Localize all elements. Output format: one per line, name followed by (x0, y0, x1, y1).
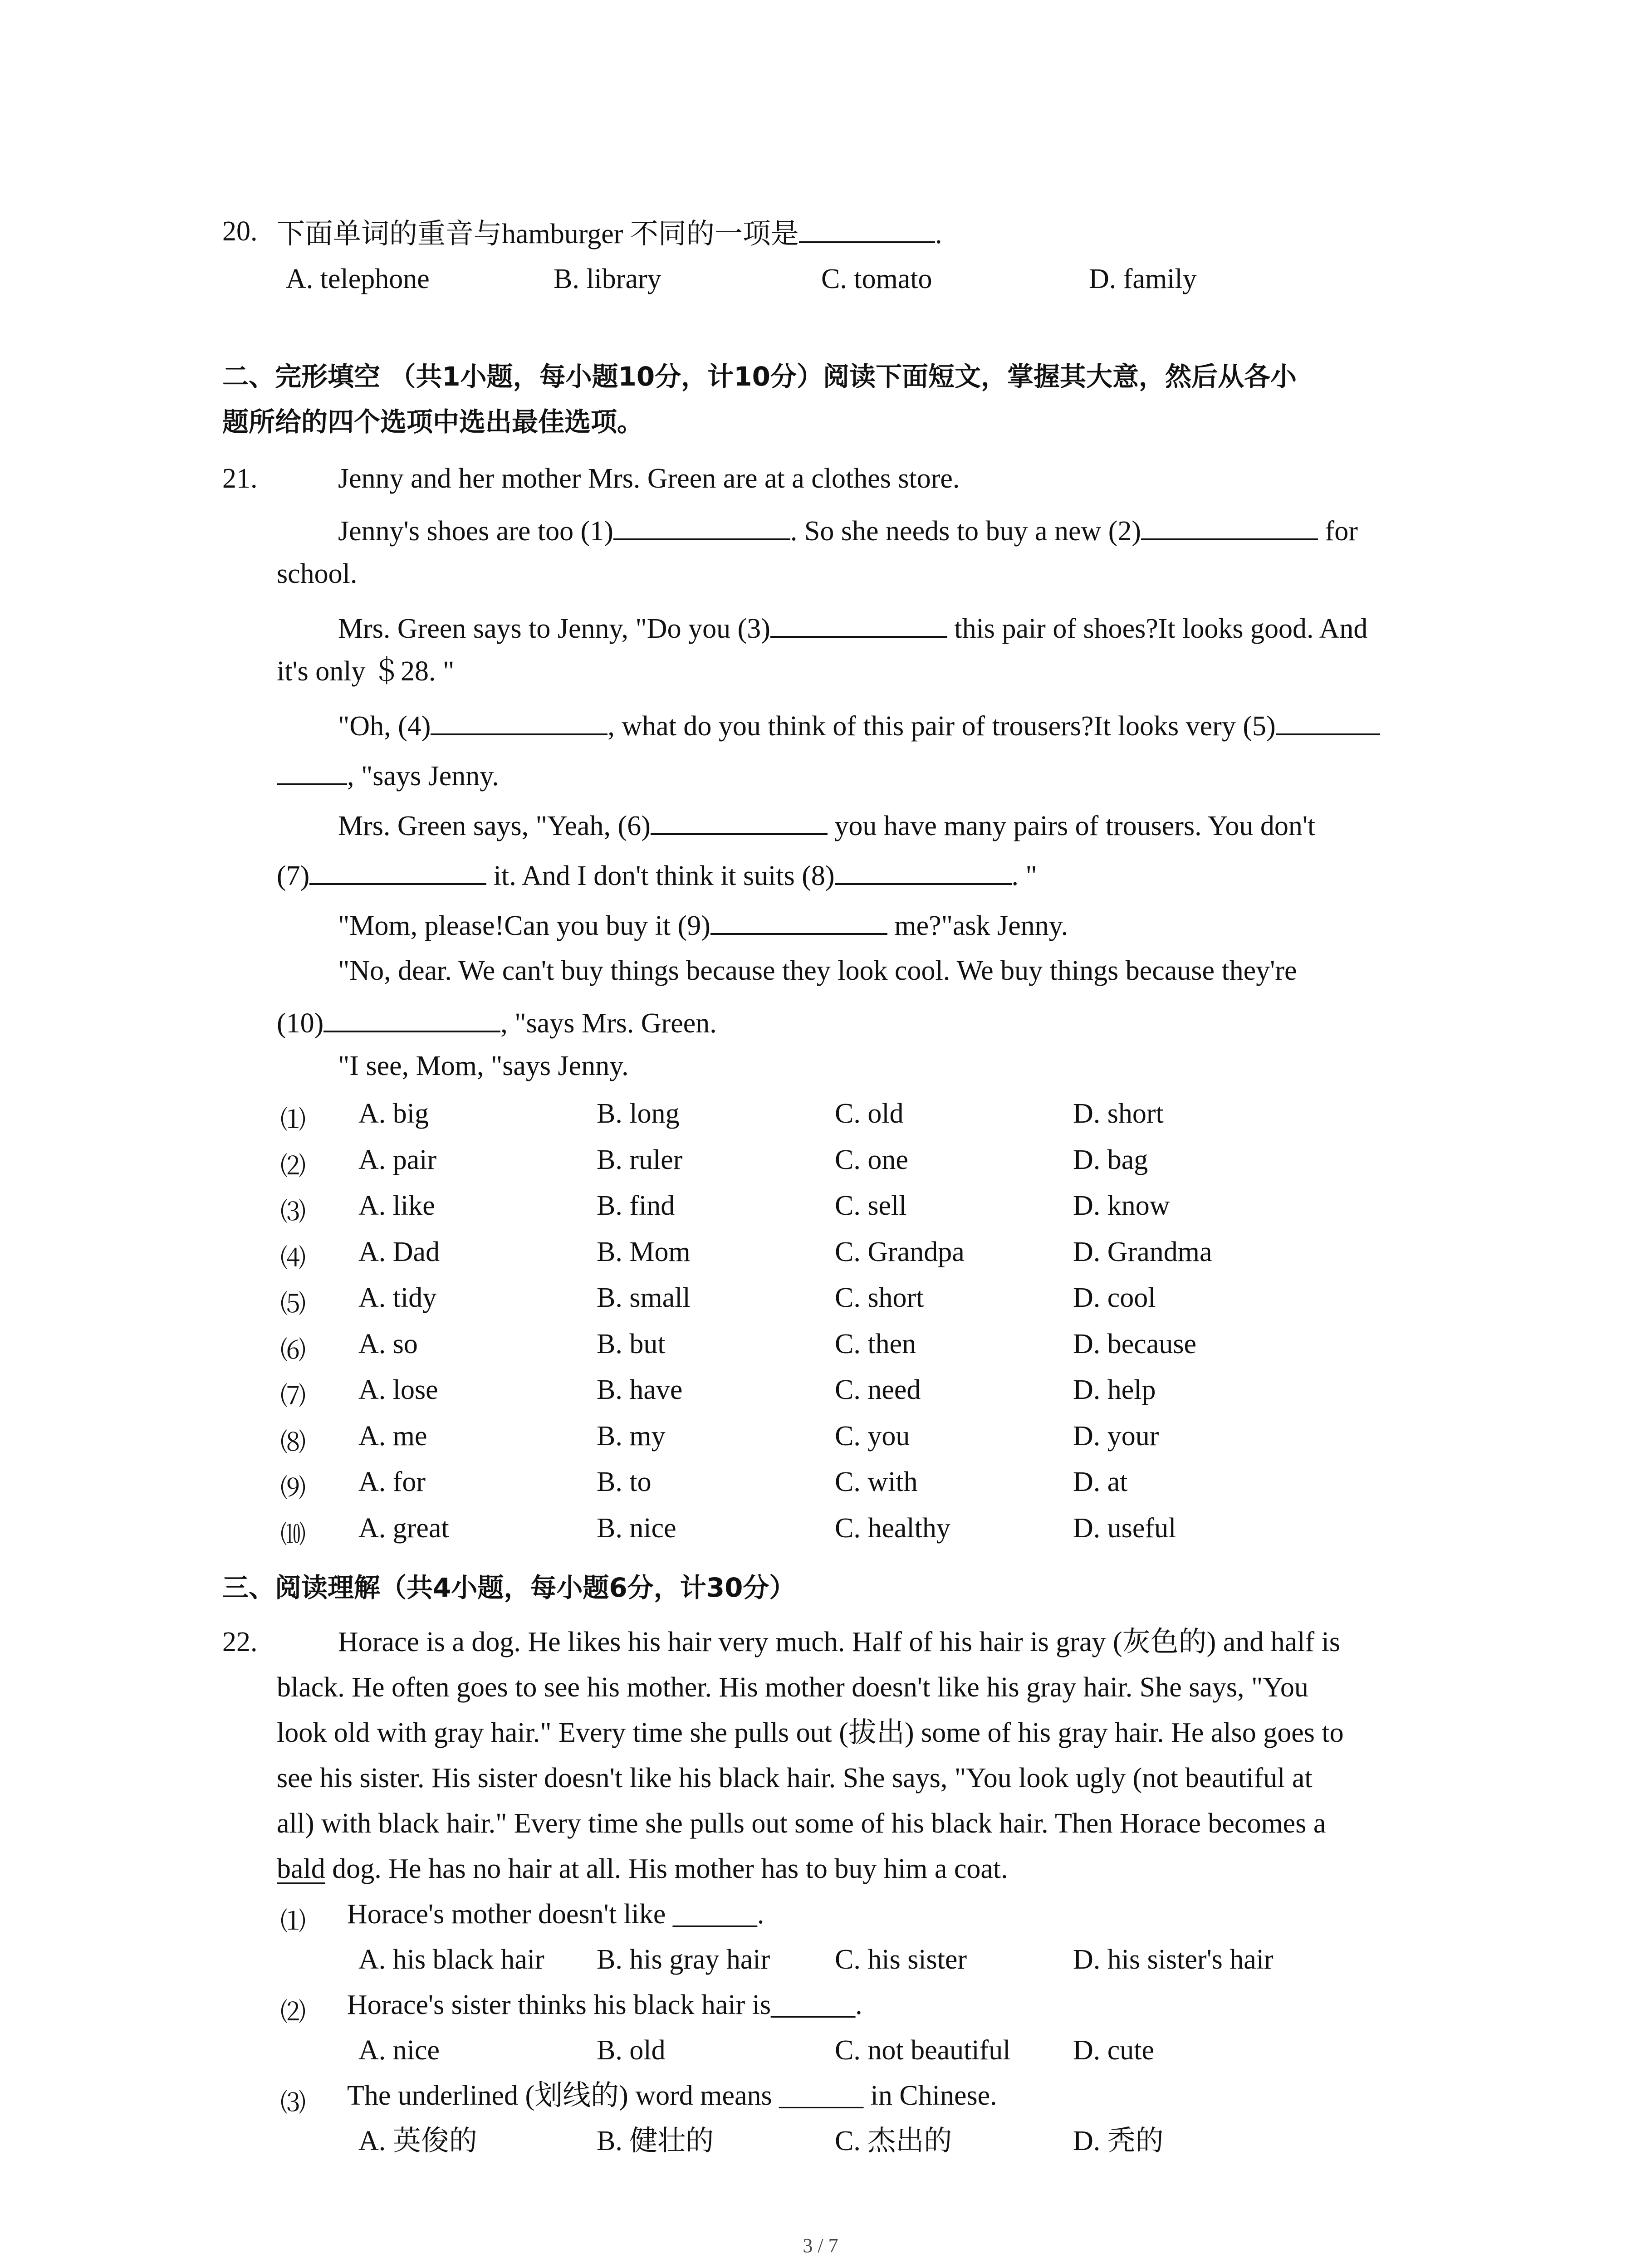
underlined-word-bald: bald (277, 1853, 325, 1884)
q21-choice-number: ⑶ (280, 1198, 306, 1227)
q22-sub3-option-b: B. 健壮的 (597, 2126, 714, 2156)
q22-sub2-option-b: B. old (597, 2035, 666, 2066)
q21-line-10-b: me?"ask Jenny. (887, 910, 1068, 941)
q21-choice-number: ⑺ (280, 1383, 306, 1411)
q21-choice-number: ⑻ (280, 1429, 306, 1457)
q21-line-2-b: . So she needs to buy a new (2) (790, 516, 1141, 547)
q20-option-b: B. library (554, 264, 661, 294)
q22-sub3-stem-text: The underlined (划线的) word means (347, 2080, 779, 2111)
q21-choice-option-a: A. me (358, 1421, 427, 1452)
q21-line-2 (338, 510, 1358, 547)
q21-choice-option-b: B. have (597, 1374, 683, 1405)
q21-line-10 (338, 905, 1068, 941)
q22-sub2-end: . (855, 1989, 862, 2020)
q22-sub1-number: ⑴ (280, 1908, 306, 1936)
q20-blank (799, 213, 935, 243)
q21-line-3: school. (277, 558, 358, 589)
q21-line-9-c: . " (1011, 860, 1037, 891)
q21-choice-option-a: A. lose (358, 1374, 438, 1405)
q21-choice-option-b: B. to (597, 1466, 652, 1497)
blank-2 (1141, 510, 1318, 540)
q21-choice-option-a: A. tidy (358, 1282, 437, 1313)
q21-line-9-b: it. And I don't think it suits (8) (486, 860, 835, 891)
q22-line-5: all) with black hair." Every time she pulls out some of his black hair. Then Horace becomes a (277, 1808, 1326, 1839)
q21-choice-option-d: D. know (1073, 1190, 1170, 1221)
q21-line-4-b: this pair of shoes?It looks good. And (947, 613, 1368, 644)
q21-line-5: it's only ＄28. " (277, 656, 455, 687)
q21-choice-option-b: B. find (597, 1190, 675, 1221)
q21-line-1: Jenny and her mother Mrs. Green are at a clothes store. (338, 463, 960, 494)
q21-choice-option-b: B. long (597, 1098, 680, 1129)
q22-sub1-option-c: C. his sister (835, 1944, 967, 1975)
q22-sub1-option-a: A. his black hair (358, 1944, 544, 1975)
section3-heading: 三、阅读理解（共4小题，每小题6分，计30分） (222, 1572, 796, 1603)
q20-option-a: A. telephone (286, 264, 430, 294)
q21-choice-option-c: C. then (835, 1329, 916, 1359)
blank-9 (710, 905, 887, 935)
q21-line-7 (277, 755, 499, 792)
q22-sub3-end: in Chinese. (863, 2080, 997, 2111)
q21-choice-number: ⑼ (280, 1475, 306, 1503)
q22-sub2-option-a: A. nice (358, 2035, 440, 2066)
q20-option-c: C. tomato (821, 264, 932, 294)
q22-sub1-option-d: D. his sister's hair (1073, 1944, 1274, 1975)
q21-choice-option-b: B. but (597, 1329, 666, 1359)
q21-line-8-a: Mrs. Green says, "Yeah, (6) (338, 811, 651, 841)
section2-heading-line1: 二、完形填空 （共1小题，每小题10分，计10分）阅读下面短文，掌握其大意，然后从各小 (222, 361, 1297, 392)
q21-choice-option-d: D. cool (1073, 1282, 1156, 1313)
q21-choice-option-c: C. healthy (835, 1513, 950, 1544)
q21-choice-option-a: A. so (358, 1329, 418, 1359)
q22-sub2-option-c: C. not beautiful (835, 2035, 1011, 2066)
q22-sub1-stem-text: Horace's mother doesn't like (347, 1899, 673, 1930)
q22-number: 22. (222, 1627, 258, 1657)
blank-7 (309, 855, 486, 885)
blank-1 (613, 510, 790, 540)
q21-number: 21. (222, 463, 258, 494)
q21-choice-option-d: D. Grandma (1073, 1237, 1212, 1267)
q22-sub2-blank: ______ (771, 1989, 856, 2020)
q21-choice-option-c: C. one (835, 1144, 908, 1175)
q21-choice-option-b: B. small (597, 1282, 691, 1313)
q21-line-12 (277, 1002, 717, 1039)
q20-number: 20. (222, 216, 258, 247)
q21-line-6 (338, 705, 1380, 742)
q21-choice-option-b: B. my (597, 1421, 666, 1452)
q20-stem-end: . (935, 219, 942, 249)
q21-choice-option-d: D. bag (1073, 1144, 1148, 1175)
q21-line-8-b: you have many pairs of trousers. You don't (827, 811, 1316, 841)
q21-line-9 (277, 855, 1037, 891)
q21-choice-number: ⑷ (280, 1245, 306, 1273)
q21-choice-option-b: B. nice (597, 1513, 676, 1544)
q21-choice-option-c: C. you (835, 1421, 910, 1452)
q21-line-12-b: , "says Mrs. Green. (500, 1008, 717, 1039)
q22-line-2: black. He often goes to see his mother. His mother doesn't like his gray hair. She says, "You (277, 1672, 1308, 1703)
q22-sub2-option-d: D. cute (1073, 2035, 1155, 2066)
q21-choice-option-a: A. great (358, 1513, 449, 1544)
q21-line-6-a: "Oh, (4) (338, 711, 431, 742)
q21-choice-option-a: A. Dad (358, 1237, 440, 1267)
q22-line-6-rest: dog. He has no hair at all. His mother has to buy him a coat. (325, 1853, 1008, 1884)
q22-sub3-number: ⑶ (280, 2089, 306, 2117)
q21-choice-number: ⑵ (280, 1153, 306, 1181)
q21-choice-number: ⑸ (280, 1290, 306, 1319)
q22-sub2-stem-text: Horace's sister thinks his black hair is (347, 1989, 771, 2020)
q20-option-d: D. family (1089, 264, 1197, 294)
q21-line-13: "I see, Mom, "says Jenny. (338, 1051, 629, 1081)
q21-choice-number: ⑴ (280, 1106, 306, 1134)
q21-choice-option-c: C. sell (835, 1190, 907, 1221)
blank-6 (651, 805, 828, 835)
q20-stem (277, 213, 942, 249)
q21-line-8 (338, 805, 1315, 841)
section2-heading-line2: 题所给的四个选项中选出最佳选项。 (222, 406, 644, 437)
q21-line-10-a: "Mom, please!Can you buy it (9) (338, 910, 710, 941)
q21-choice-option-d: D. useful (1073, 1513, 1176, 1544)
q21-line-6-b: , what do you think of this pair of trousers?It looks very (5) (607, 711, 1276, 742)
q21-choice-option-a: A. pair (358, 1144, 437, 1175)
blank-10 (323, 1002, 500, 1032)
q21-choice-option-a: A. for (358, 1466, 426, 1497)
q21-choice-option-c: C. need (835, 1374, 921, 1405)
q22-line-6 (277, 1851, 1008, 1887)
q21-choice-option-d: D. because (1073, 1329, 1196, 1359)
blank-4 (431, 705, 607, 735)
q21-line-4-a: Mrs. Green says to Jenny, "Do you (3) (338, 613, 770, 644)
q22-sub1-stem (347, 1896, 764, 1932)
q21-line-12-a: (10) (277, 1008, 324, 1039)
q22-line-4: see his sister. His sister doesn't like his black hair. She says, "You look ugly (not beautiful at (277, 1763, 1313, 1794)
q22-sub3-blank: ______ (779, 2080, 864, 2111)
q22-sub2-stem (347, 1987, 862, 2023)
q21-choice-option-d: D. short (1073, 1098, 1164, 1129)
q22-sub2-number: ⑵ (280, 1999, 306, 2027)
blank-5-part2 (277, 755, 347, 785)
blank-3 (770, 608, 947, 638)
blank-8 (835, 855, 1012, 885)
q21-choice-option-b: B. ruler (597, 1144, 683, 1175)
blank-5-part1 (1276, 705, 1380, 735)
q22-sub1-option-b: B. his gray hair (597, 1944, 770, 1975)
q21-choice-option-a: A. big (358, 1098, 429, 1129)
q20-stem-text: 下面单词的重音与hamburger 不同的一项是 (277, 219, 799, 249)
q21-line-7-text: , "says Jenny. (347, 761, 499, 792)
q21-choice-option-c: C. Grandpa (835, 1237, 965, 1267)
q21-choice-option-b: B. Mom (597, 1237, 691, 1267)
q21-line-4 (338, 608, 1367, 644)
q21-choice-option-c: C. with (835, 1466, 918, 1497)
q21-choice-option-c: C. old (835, 1098, 904, 1129)
q21-choice-option-d: D. at (1073, 1466, 1128, 1497)
q22-sub3-stem (347, 2077, 997, 2114)
q22-line-1: Horace is a dog. He likes his hair very much. Half of his hair is gray (灰色的) and half is (338, 1627, 1341, 1657)
q21-choice-option-a: A. like (358, 1190, 435, 1221)
q22-sub1-end: . (757, 1899, 764, 1930)
q21-choice-option-c: C. short (835, 1282, 924, 1313)
q21-choice-option-d: D. help (1073, 1374, 1156, 1405)
q21-line-2-c: for (1318, 516, 1358, 547)
q21-line-9-a: (7) (277, 860, 310, 891)
q21-choice-number: ⑽ (280, 1521, 306, 1549)
q22-sub1-blank: ______ (672, 1899, 757, 1930)
q21-choice-number: ⑹ (280, 1337, 306, 1365)
page-number: 3 / 7 (803, 2234, 838, 2257)
q21-line-11: "No, dear. We can't buy things because they look cool. We buy things because they're (338, 955, 1297, 986)
q21-choice-option-d: D. your (1073, 1421, 1159, 1452)
q22-sub3-option-d: D. 秃的 (1073, 2126, 1164, 2156)
q21-line-2-a: Jenny's shoes are too (1) (338, 516, 613, 547)
q22-line-3: look old with gray hair." Every time she pulls out (拔出) some of his gray hair. He also goes to (277, 1717, 1344, 1748)
q22-sub3-option-a: A. 英俊的 (358, 2126, 477, 2156)
q22-sub3-option-c: C. 杰出的 (835, 2126, 952, 2156)
